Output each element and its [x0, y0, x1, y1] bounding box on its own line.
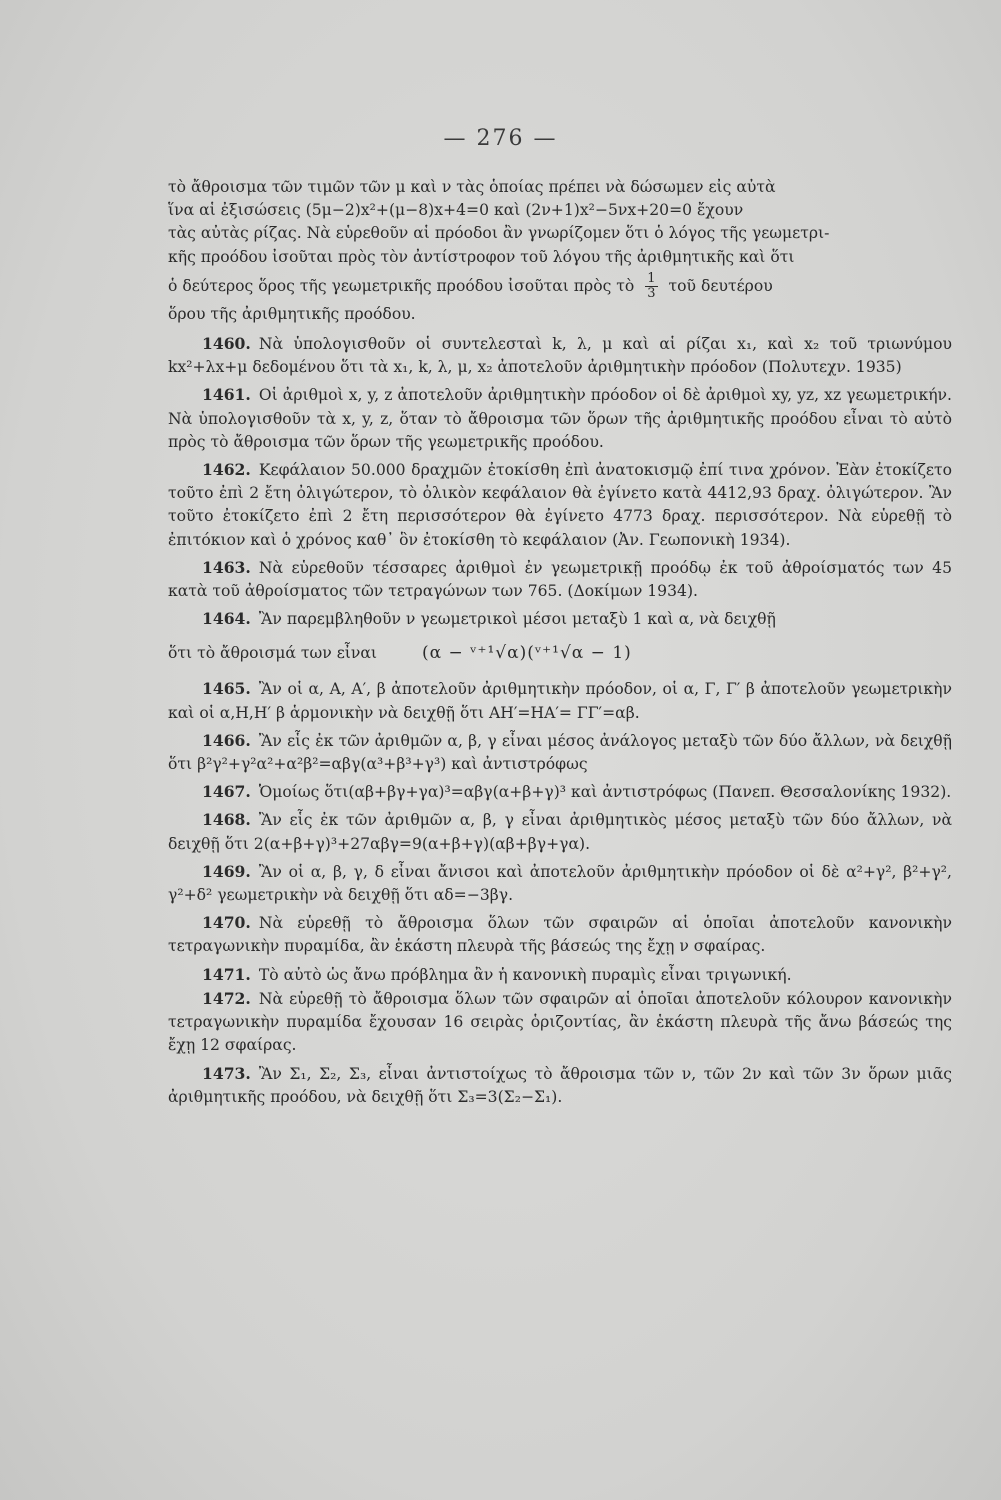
problem-number: 1463.: [202, 557, 251, 577]
problem-text: Νὰ ὑπολογισθοῦν οἱ συντελεσταὶ k, λ, μ καὶ αἱ ρίζαι x₁, καὶ x₂ τοῦ τριωνύμου kx²+λx+μ δεδομένου ὅτι τὰ x₁, k, λ, μ, x₂ ἀποτελοῦν ἀριθμητικὴν πρόοδον (Πολυτεχν. 1935): [168, 335, 952, 377]
problem-1472: [168, 987, 952, 1058]
problem-text-continued: ὅτι τὸ ἄθροισμά των εἶναι: [168, 644, 378, 663]
problem-text: Ὁμοίως ὅτι(αβ+βγ+γα)³=αβγ(α+β+γ)³ καὶ ἀντιστρόφως (Πανεπ. Θεσσαλονίκης 1932).: [258, 783, 952, 802]
problem-1460: [168, 332, 952, 379]
problem-text: Ἂν οἱ α, β, γ, δ εἶναι ἄνισοι καὶ ἀποτελοῦν ἀριθμητικὴν πρόοδον οἱ δὲ α²+γ², β²+γ², γ²+δ² γεωμετρικὴν νὰ δειχθῇ ὅτι αδ=−3βγ.: [168, 862, 952, 905]
problem-1465: [168, 677, 952, 724]
problem-1469: [168, 860, 952, 907]
fraction-numerator: 1: [647, 271, 656, 287]
intro-line-5-post: τοῦ δευτέρου: [668, 276, 773, 295]
problem-number: 1468.: [202, 810, 251, 830]
page-body: [168, 176, 952, 1109]
problem-number: 1467.: [202, 782, 251, 802]
problem-1470: [168, 911, 952, 958]
fraction-one-third: [645, 272, 657, 301]
intro-line: τὰς αὐτὰς ρίζας. Νὰ εὑρεθοῦν αἱ πρόοδοι ἂν γνωρίζομεν ὅτι ὁ λόγος τῆς γεωμετρι-: [168, 224, 830, 243]
problem-text: Νὰ εὑρεθοῦν τέσσαρες ἀριθμοὶ ἐν γεωμετρικῇ προόδῳ ἐκ τοῦ ἀθροίσματός των 45 κατὰ τοῦ ἀθροίσματος τῶν τετραγώνων των 765. (Δοκίμων 1934).: [168, 558, 952, 601]
problem-1468: [168, 808, 952, 855]
problem-text: Ἂν Σ₁, Σ₂, Σ₃, εἶναι ἀντιστοίχως τὸ ἄθροισμα τῶν ν, τῶν 2ν καὶ τῶν 3ν ὅρων μιᾶς ἀριθμητικῆς προόδου, νὰ δειχθῇ ὅτι Σ₃=3(Σ₂−Σ₁).: [168, 1064, 952, 1106]
problem-text: Ἂν παρεμβληθοῦν ν γεωμετρικοὶ μέσοι μεταξὺ 1 καὶ α, νὰ δειχθῇ: [258, 610, 776, 629]
problem-text: Ἂν εἷς ἐκ τῶν ἀριθμῶν α, β, γ εἶναι ἀριθμητικὸς μέσος μεταξὺ τῶν δύο ἄλλων, νὰ δειχθῇ ὅτι 2(α+β+γ)³+27αβγ=9(α+β+γ)(αβ+βγ+γα).: [168, 811, 952, 853]
intro-line: ἵνα αἱ ἐξισώσεις (5μ−2)x²+(μ−8)x+4=0 καὶ (2ν+1)x²−5νx+20=0 ἔχουν: [168, 201, 744, 220]
problem-text: Νὰ εὑρεθῇ τὸ ἄθροισμα ὅλων τῶν σφαιρῶν αἱ ὁποῖαι ἀποτελοῦν κανονικὴν τετραγωνικὴν πυραμίδα, ἂν ἑκάστη πλευρὰ τῆς βάσεώς της ἔχῃ ν σφαίρας.: [168, 914, 952, 956]
sum-expression: (α − ᵛ⁺¹√α)(ᵛ⁺¹√α − 1): [421, 643, 632, 664]
problem-number: 1473.: [202, 1063, 251, 1083]
problem-1466: [168, 729, 952, 776]
problem-text: Κεφάλαιον 50.000 δραχμῶν ἐτοκίσθη ἐπὶ ἀνατοκισμῷ ἐπί τινα χρόνον. Ἐὰν ἐτοκίζετο τοῦτο ἐπὶ 2 ἔτη ὀλιγώτερον, τὸ ὀλικὸν κεφάλαιον θὰ ἐγίνετο κατὰ 4412,93 δραχ. ὀλιγώτερον. Ἂν τοῦτο ἐτοκίζετο ἐπὶ 2 ἔτη περισσότερον θὰ ἐγίνετο 4773 δραχ. περισσότερον. Νὰ εὑρεθῇ τὸ ἐπιτόκιον καὶ ὁ χρόνος καθ᾽ ὃν ἐτοκίσθη τὸ κεφάλαιον (Ἀν. Γεωπονικὴ 1934).: [168, 461, 952, 549]
intro-line-5-pre: ὁ δεύτερος ὅρος τῆς γεωμετρικῆς προόδου ἰσοῦται πρὸς τὸ: [168, 276, 635, 295]
problem-text: Ἂν εἷς ἐκ τῶν ἀριθμῶν α, β, γ εἶναι μέσος ἀνάλογος μεταξὺ τῶν δύο ἄλλων, νὰ δειχθῇ ὅτι β²γ²+γ²α²+α²β²=αβγ(α³+β³+γ³) καὶ ἀντιστρόφως: [168, 731, 952, 774]
problem-number: 1470.: [202, 913, 251, 933]
problem-1462: [168, 458, 952, 552]
problem-1473: [168, 1062, 952, 1109]
problem-text: Νὰ εὑρεθῇ τὸ ἄθροισμα ὅλων τῶν σφαιρῶν αἱ ὁποῖαι ἀποτελοῦν κόλουρον κανονικὴν τετραγωνικὴν πυραμίδα ἔχουσαν 16 σειρὰς ὁριζοντίας, ἂν ἑκάστη πλευρὰ τῆς ἄνω βάσεώς της ἔχῃ 12 σφαίρας.: [168, 989, 952, 1055]
page-number: — 276 —: [443, 126, 558, 151]
problem-number: 1465.: [202, 679, 251, 699]
problem-1467: [168, 780, 952, 804]
problem-number: 1469.: [202, 861, 251, 881]
problem-1464: [168, 607, 952, 631]
problem-number: 1466.: [202, 730, 251, 750]
problem-number: 1464.: [202, 609, 251, 629]
problem-1471: [168, 963, 952, 987]
problem-1461: [168, 383, 952, 454]
problem-1464-formula-line: [168, 631, 952, 675]
problem-number: 1462.: [202, 460, 251, 480]
problem-text: Ἂν οἱ α, Α, Α′, β ἀποτελοῦν ἀριθμητικὴν πρόοδον, οἱ α, Γ, Γ′ β ἀποτελοῦν γεωμετρικὴν καὶ οἱ α,Η,Η′ β ἁρμονικὴν νὰ δειχθῇ ὅτι ΑΗ′=ΗΑ′= ΓΓ′=αβ.: [168, 680, 952, 722]
problem-number: 1471.: [202, 964, 251, 984]
problem-number: 1460.: [202, 334, 251, 354]
intro-line: ὅρου τῆς ἀριθμητικῆς προόδου.: [168, 304, 416, 323]
problem-number: 1461.: [202, 385, 251, 405]
intro-line: κῆς προόδου ἰσοῦται πρὸς τὸν ἀντίστροφον τοῦ λόγου τῆς ἀριθμητικῆς καὶ ὅτι: [168, 247, 795, 266]
problem-text: Τὸ αὐτὸ ὡς ἄνω πρόβλημα ἂν ἡ κανονικὴ πυραμὶς εἶναι τριγωνική.: [258, 965, 792, 984]
intro-line: τὸ ἄθροισμα τῶν τιμῶν τῶν μ καὶ ν τὰς ὁποίας πρέπει νὰ δώσωμεν εἰς αὐτὰ: [168, 178, 776, 196]
problem-1463: [168, 556, 952, 603]
problem-text: Οἱ ἀριθμοὶ x, y, z ἀποτελοῦν ἀριθμητικὴν πρόοδον οἱ δὲ ἀριθμοὶ xy, yz, xz γεωμετρικήν. Νὰ ὑπολογισθοῦν τὰ x, y, z, ὅταν τὸ ἄθροισμα τῶν ὅρων τῆς ἀριθμητικῆς προόδου εἶναι τὸ αὐτὸ πρὸς τὸ ἄθροισμα τῶν ὅρων τῆς γεωμετρικῆς προόδου.: [168, 386, 952, 451]
fraction-denominator: 3: [647, 286, 656, 302]
problem-number: 1472.: [202, 988, 251, 1008]
intro-line-fraction: [168, 269, 952, 303]
